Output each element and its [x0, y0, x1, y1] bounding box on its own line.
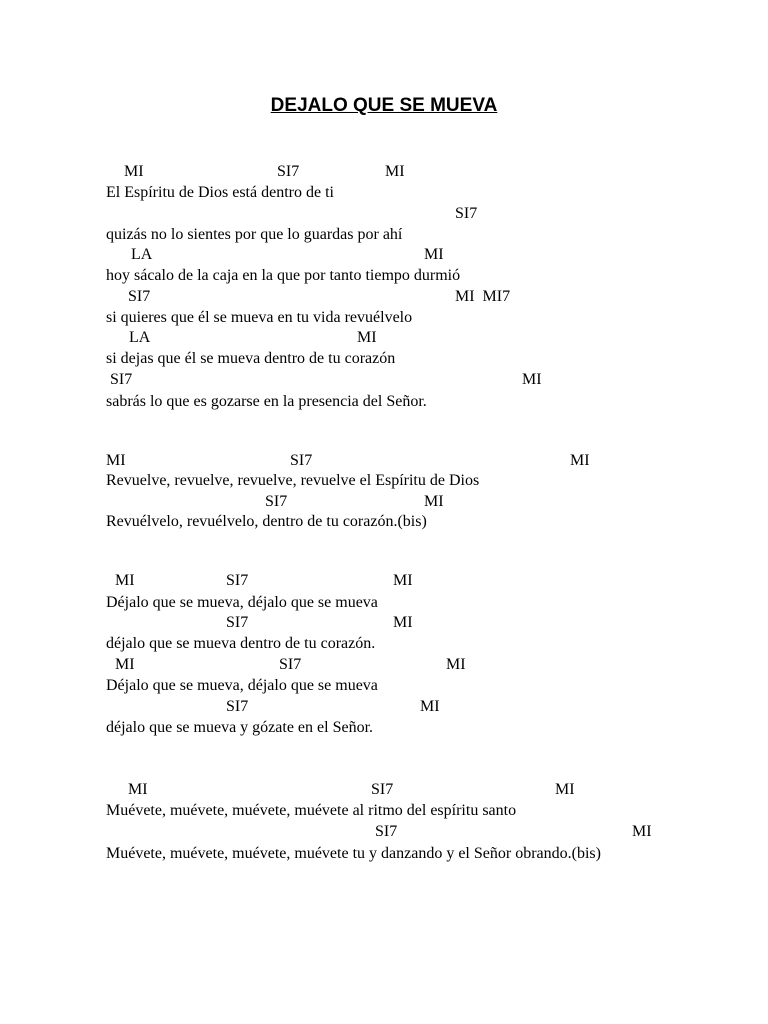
chord: SI7: [226, 572, 249, 589]
chord: MI: [106, 452, 126, 469]
chord: MI MI7: [455, 288, 511, 305]
chord: SI7: [290, 452, 313, 469]
lyric-line: si dejas que él se mueva dentro de tu corazón: [106, 350, 396, 367]
chord: MI: [570, 452, 590, 469]
chord: SI7: [371, 781, 394, 798]
chord: MI: [420, 698, 440, 715]
chord: SI7: [128, 288, 151, 305]
lyric-line: Revuélvelo, revuélvelo, dentro de tu corazón.(bis): [106, 513, 427, 530]
chord: MI: [357, 329, 377, 346]
chord: MI: [393, 614, 413, 631]
chord: MI: [385, 163, 405, 180]
chord: SI7: [226, 698, 249, 715]
chord: SI7: [226, 614, 249, 631]
chord: MI: [424, 493, 444, 510]
lyric-line: hoy sácalo de la caja en la que por tanto tiempo durmió: [106, 267, 461, 284]
lyric-line: Déjalo que se mueva, déjalo que se mueva: [106, 677, 378, 694]
lyric-line: El Espíritu de Dios está dentro de ti: [106, 184, 334, 201]
chord: LA: [129, 329, 151, 346]
chord: MI: [555, 781, 575, 798]
chord: SI7: [110, 371, 133, 388]
chord: MI: [446, 656, 466, 673]
chord: MI: [115, 656, 135, 673]
chord: MI: [115, 572, 135, 589]
chord: MI: [393, 572, 413, 589]
chord: SI7: [375, 823, 398, 840]
lyric-line: déjalo que se mueva dentro de tu corazón.: [106, 635, 376, 652]
chord: MI: [424, 246, 444, 263]
lyric-line: Déjalo que se mueva, déjalo que se mueva: [106, 594, 378, 611]
chord: MI: [522, 371, 542, 388]
song-title: DEJALO QUE SE MUEVA: [270, 95, 498, 116]
chord: SI7: [265, 493, 288, 510]
chord: SI7: [455, 205, 478, 222]
lyric-line: Revuelve, revuelve, revuelve, revuelve el Espíritu de Dios: [106, 472, 480, 489]
chord: MI: [632, 823, 652, 840]
chord: LA: [131, 246, 153, 263]
lyric-line: Muévete, muévete, muévete, muévete tu y danzando y el Señor obrando.(bis): [106, 845, 601, 862]
chord: MI: [124, 163, 144, 180]
chord: SI7: [279, 656, 302, 673]
lyric-line: quizás no lo sientes por que lo guardas por ahí: [106, 226, 403, 243]
lyric-line: déjalo que se mueva y gózate en el Señor.: [106, 719, 374, 736]
chord: MI: [128, 781, 148, 798]
lyric-line: sabrás lo que es gozarse en la presencia del Señor.: [106, 393, 427, 410]
lyric-line: Muévete, muévete, muévete, muévete al ritmo del espíritu santo: [106, 802, 517, 819]
lyric-line: si quieres que él se mueva en tu vida revuélvelo: [106, 309, 413, 326]
chord: SI7: [277, 163, 300, 180]
